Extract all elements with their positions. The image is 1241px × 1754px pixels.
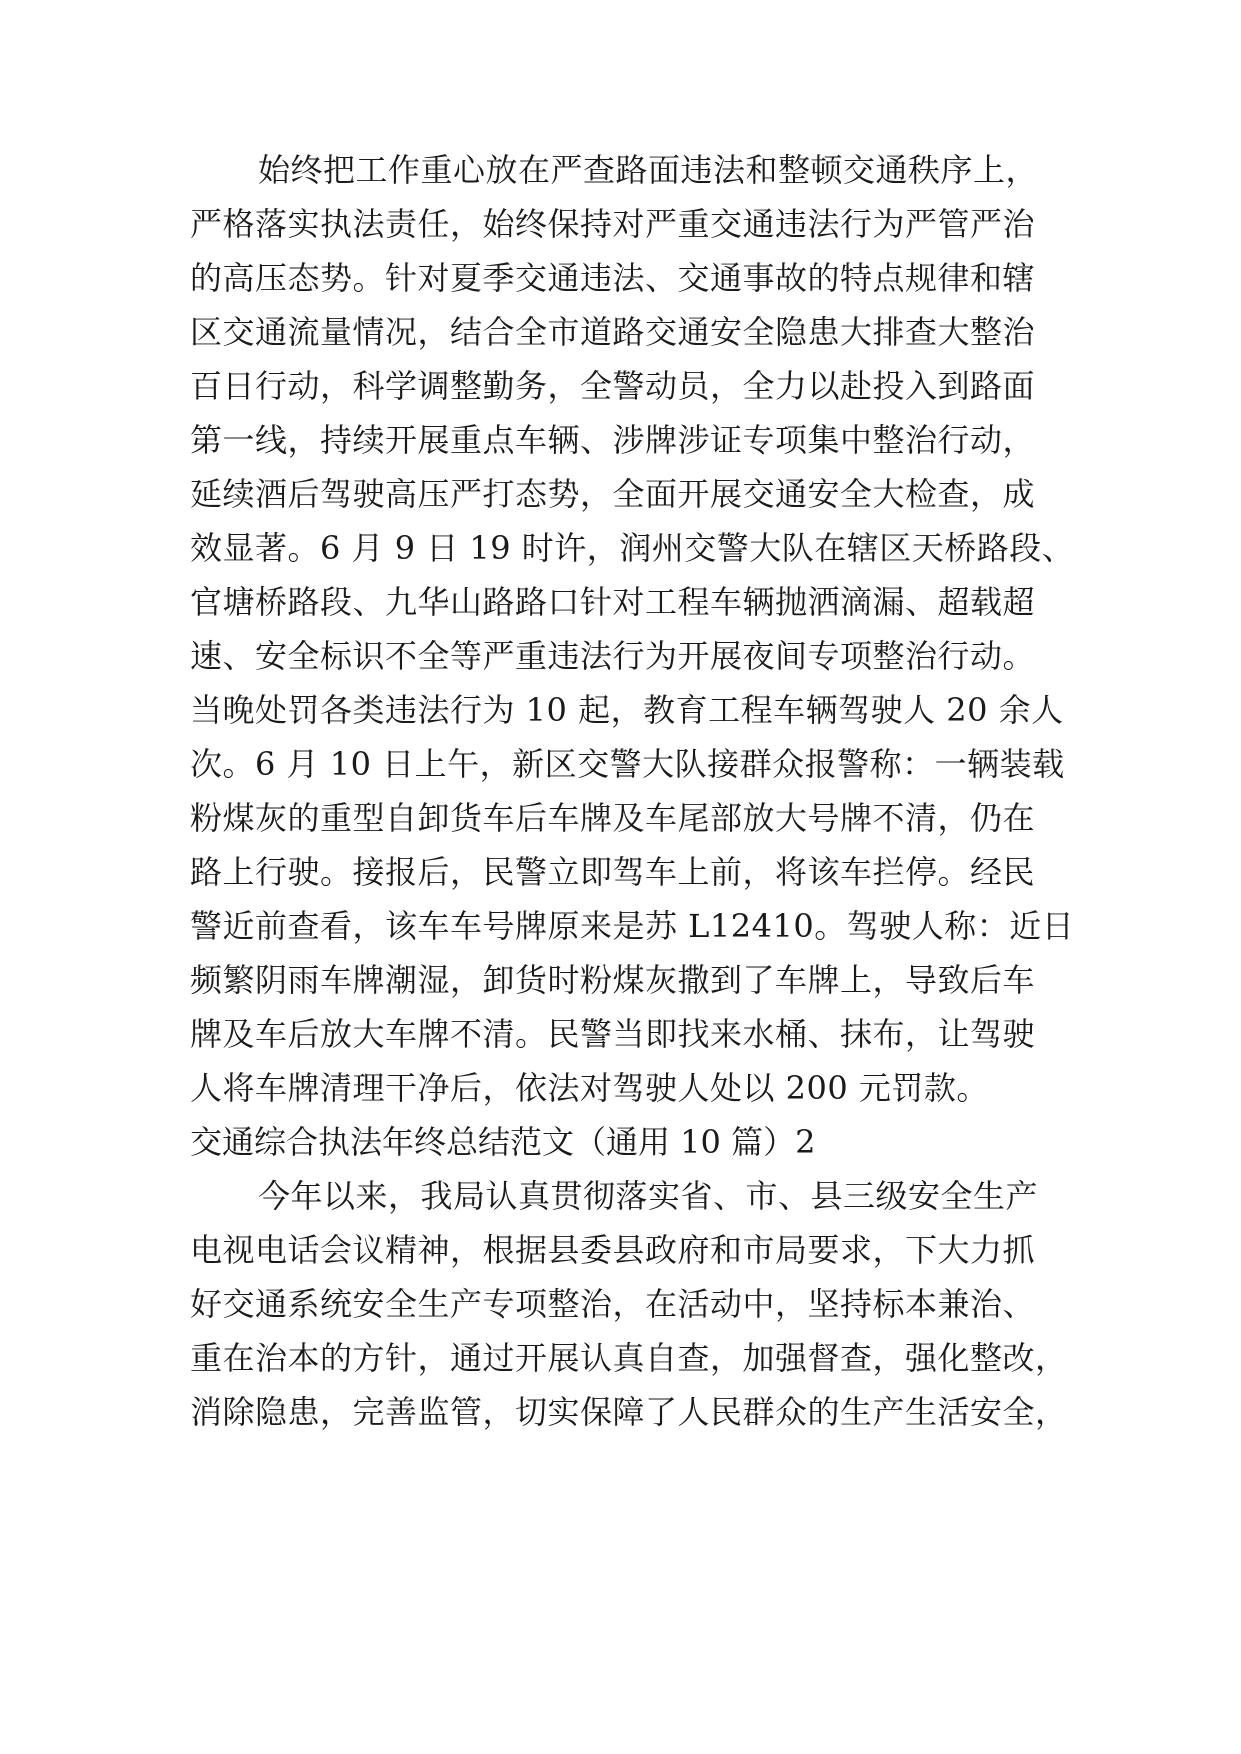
paragraph-line: 好交通系统安全生产专项整治，在活动中，坚持标本兼治、 bbox=[190, 1285, 1036, 1323]
paragraph-line: 官塘桥路段、九华山路路口针对工程车辆抛洒滴漏、超载超 bbox=[190, 583, 1036, 621]
paragraph-line: 今年以来，我局认真贯彻落实省、市、县三级安全生产 bbox=[258, 1177, 1039, 1215]
paragraph-line: 效显著。6 月 9 日 19 时许，润州交警大队在辖区天桥路段、 bbox=[190, 529, 1075, 567]
paragraph-line: 严格落实执法责任，始终保持对严重交通违法行为严管严治 bbox=[190, 205, 1036, 243]
paragraph-line: 的高压态势。针对夏季交通违法、交通事故的特点规律和辖 bbox=[190, 259, 1036, 297]
paragraph-line: 警近前查看，该车车号牌原来是苏 L12410。驾驶人称：近日 bbox=[190, 907, 1075, 945]
paragraph-line: 牌及车后放大车牌不清。民警当即找来水桶、抹布，让驾驶 bbox=[190, 1015, 1036, 1053]
paragraph-line: 第一线，持续开展重点车辆、涉牌涉证专项集中整治行动， bbox=[190, 421, 1036, 459]
paragraph-line: 消除隐患，完善监管，切实保障了人民群众的生产生活安全， bbox=[190, 1393, 1068, 1431]
paragraph-line: 当晚处罚各类违法行为 10 起，教育工程车辆驾驶人 20 余人 bbox=[190, 691, 1064, 729]
paragraph-line: 频繁阴雨车牌潮湿，卸货时粉煤灰撒到了车牌上，导致后车 bbox=[190, 961, 1036, 999]
section-heading: 交通综合执法年终总结范文（通用 10 篇）2 bbox=[190, 1123, 816, 1161]
paragraph-line: 重在治本的方针，通过开展认真自查，加强督查，强化整改， bbox=[190, 1339, 1068, 1377]
paragraph-line: 粉煤灰的重型自卸货车后车牌及车尾部放大号牌不清，仍在 bbox=[190, 799, 1036, 837]
paragraph-line: 电视电话会议精神，根据县委县政府和市局要求，下大力抓 bbox=[190, 1231, 1036, 1269]
paragraph-line: 延续酒后驾驶高压严打态势，全面开展交通安全大检查，成 bbox=[190, 475, 1036, 513]
paragraph-line: 次。6 月 10 日上午，新区交警大队接群众报警称：一辆装载 bbox=[190, 745, 1065, 783]
paragraph-line: 始终把工作重心放在严查路面违法和整顿交通秩序上， bbox=[258, 151, 1039, 189]
paragraph-line: 路上行驶。接报后，民警立即驾车上前，将该车拦停。经民 bbox=[190, 853, 1036, 891]
paragraph-line: 人将车牌清理干净后，依法对驾驶人处以 200 元罚款。 bbox=[190, 1069, 989, 1107]
paragraph-line: 百日行动，科学调整勤务，全警动员，全力以赴投入到路面 bbox=[190, 367, 1036, 405]
paragraph-line: 区交通流量情况，结合全市道路交通安全隐患大排查大整治 bbox=[190, 313, 1036, 351]
paragraph-line: 速、安全标识不全等严重违法行为开展夜间专项整治行动。 bbox=[190, 637, 1036, 675]
